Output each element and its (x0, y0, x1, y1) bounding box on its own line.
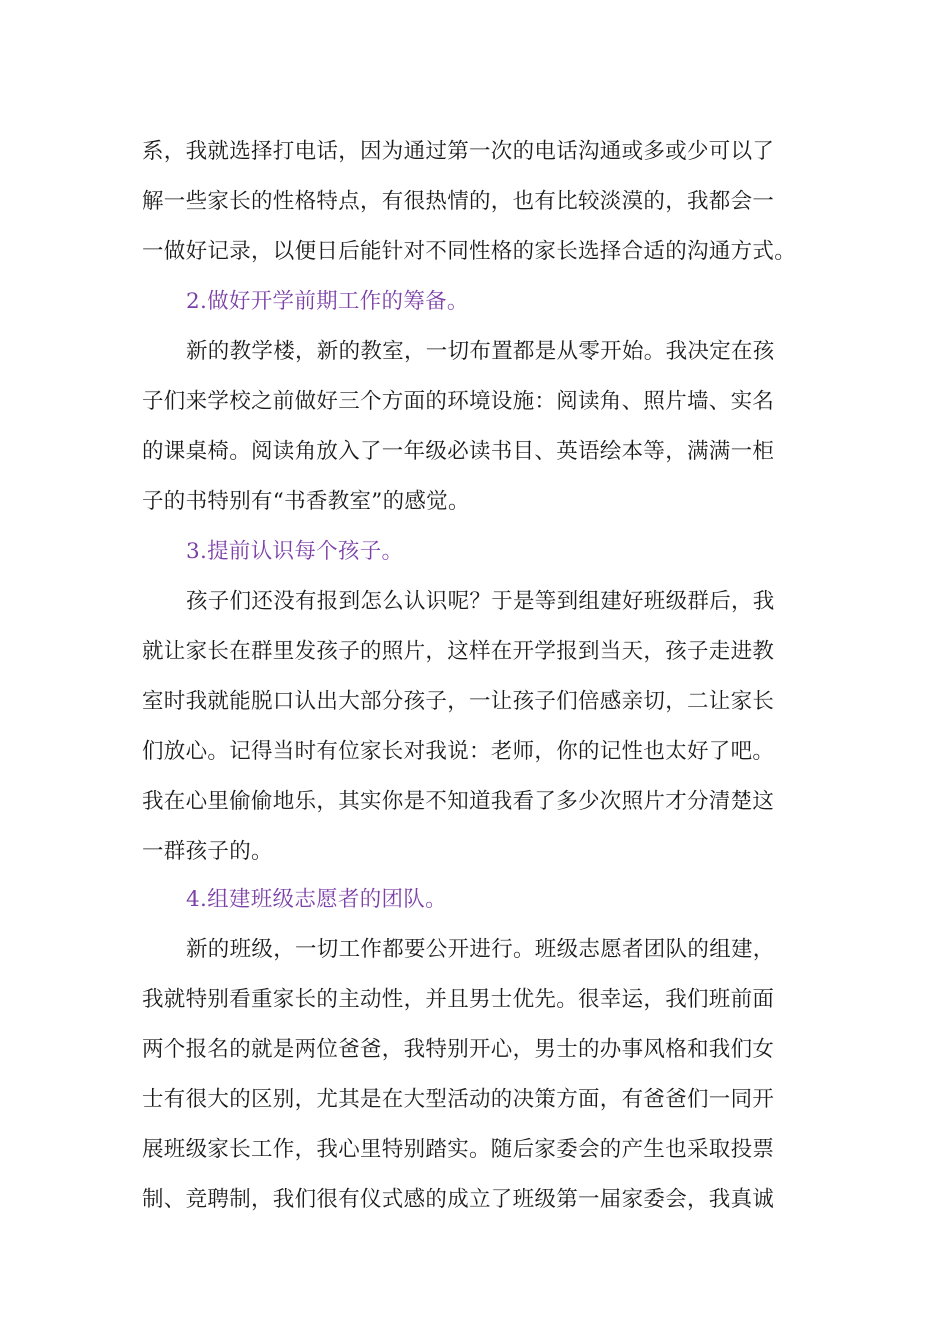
paragraph-line: 制、竞聘制，我们很有仪式感的成立了班级第一届家委会，我真诚 (142, 1187, 775, 1212)
section-heading: 4.组建班级志愿者的团队。 (186, 887, 447, 912)
paragraph-line: 士有很大的区别，尤其是在大型活动的决策方面，有爸爸们一同开 (142, 1087, 775, 1112)
paragraph-line: 系，我就选择打电话，因为通过第一次的电话沟通或多或少可以了 (142, 139, 775, 164)
paragraph-line: 两个报名的就是两位爸爸，我特别开心，男士的办事风格和我们女 (142, 1037, 775, 1062)
section-heading: 3.提前认识每个孩子。 (186, 539, 404, 564)
paragraph-line: 子们来学校之前做好三个方面的环境设施：阅读角、照片墙、实名 (142, 389, 775, 414)
paragraph-line: 室时我就能脱口认出大部分孩子，一让孩子们倍感亲切，二让家长 (142, 689, 775, 714)
paragraph-line: 展班级家长工作，我心里特别踏实。随后家委会的产生也采取投票 (142, 1137, 775, 1162)
section-heading: 2.做好开学前期工作的筹备。 (186, 289, 469, 314)
paragraph-line: 孩子们还没有报到怎么认识呢？于是等到组建好班级群后，我 (186, 589, 775, 614)
paragraph-line: 们放心。记得当时有位家长对我说：老师，你的记性也太好了吧。 (142, 739, 775, 764)
paragraph-line: 我在心里偷偷地乐，其实你是不知道我看了多少次照片才分清楚这 (142, 789, 775, 814)
paragraph-line: 的课桌椅。阅读角放入了一年级必读书目、英语绘本等，满满一柜 (142, 439, 775, 464)
paragraph-line: 新的教学楼，新的教室，一切布置都是从零开始。我决定在孩 (186, 339, 775, 364)
paragraph-line: 子的书特别有“书香教室”的感觉。 (142, 489, 470, 514)
paragraph-line: 解一些家长的性格特点，有很热情的，也有比较淡漠的，我都会一 (142, 189, 775, 214)
paragraph-line: 就让家长在群里发孩子的照片，这样在开学报到当天，孩子走进教 (142, 639, 775, 664)
paragraph-line: 我就特别看重家长的主动性，并且男士优先。很幸运，我们班前面 (142, 987, 775, 1012)
paragraph-line: 一群孩子的。 (142, 839, 273, 864)
paragraph-line: 新的班级，一切工作都要公开进行。班级志愿者团队的组建， (186, 937, 775, 962)
paragraph-line: 一做好记录，以便日后能针对不同性格的家长选择合适的沟通方式。 (142, 239, 797, 264)
